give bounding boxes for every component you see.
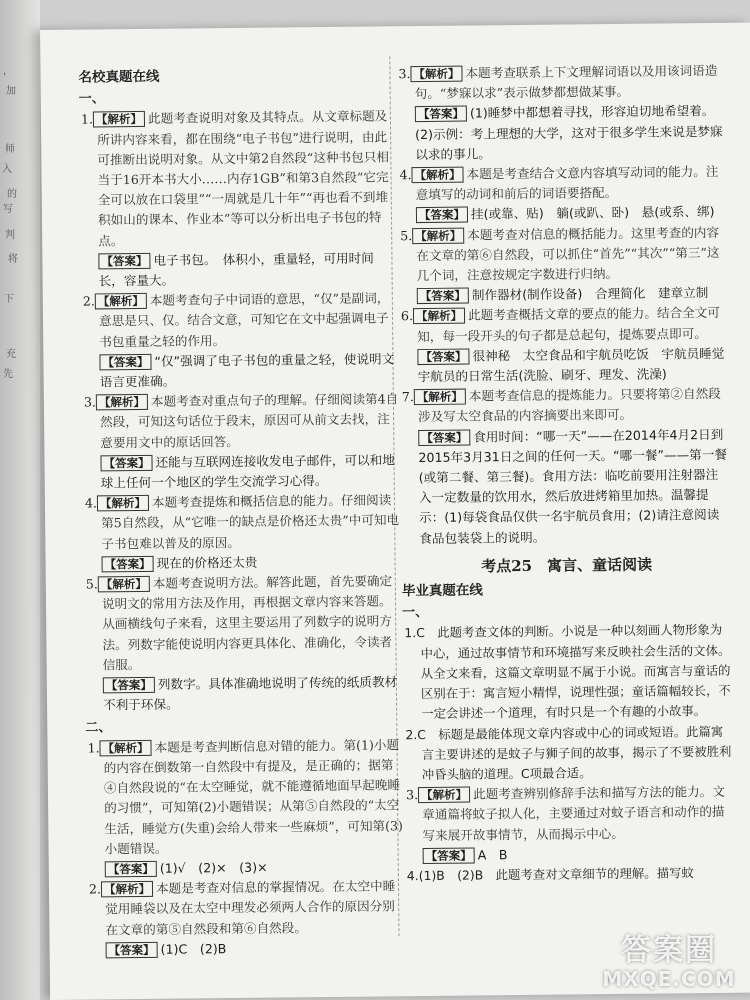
watermark-logo-text: 答案圈 — [621, 933, 717, 968]
answer-tag: 【答案】 — [418, 429, 470, 446]
question-4-analysis: 4. 【解析】 本题是考查结合文意内容填写动词的能力。注意填写的动词和前后的词语要搭配。 — [399, 163, 719, 203]
edge-char: 写 — [3, 204, 13, 215]
question-5-answer: 【答案】 列数字。具体准确地说明了传统的纸质教材不利于环保。 — [102, 674, 398, 713]
analysis-tag: 【解析】 — [411, 167, 463, 184]
answer-tag: 【答案】 — [103, 677, 155, 694]
question-3-analysis: 3. 【解析】 本题考查联系上下文理解词语以及用该词语造句。“梦寐以求”表示做梦都想做某事。 — [398, 62, 718, 102]
fable-question-3-analysis: 3. 【解析】 此题考查辨别修辞手法和描写方法的能力。文章通篇将蚊子拟人化，主要通过对蚊子语言和动作的描写来展开故事情节，从而揭示中心。 — [405, 783, 725, 843]
adjacent-page-edge — [0, 0, 40, 1000]
answer-tag: 【答案】 — [98, 253, 150, 270]
analysis-tag: 【解析】 — [418, 787, 470, 804]
question-4-analysis: 4. 【解析】 本题考查提炼和概括信息的能力。仔细阅读第5自然段，从“它唯一的缺点是价格还太贵”中可知电子书包难以普及的原因。 — [84, 492, 400, 552]
analysis-tag: 【解析】 — [97, 495, 149, 512]
part2-question-1-analysis: 1. 【解析】 本题是考查判断信息对错的能力。第(1)小题的内容在倒数第一自然段中有提及，是正确的；据第④自然段说的“在太空睡觉，就不能遵循地面早起晚睡的习惯”，可知第(2)小题错误；从第⑤自然段的“太空生活，睡觉方(失重)会给人带来一些麻烦”，可知第(3)小题错误。 — [87, 736, 404, 857]
analysis-tag: 【解析】 — [98, 576, 150, 593]
fable-question-3-answer: 【答案】 A B — [405, 842, 735, 866]
fable-question-1: 1.C 此题考查文体的判断。小说是一种以刻画人物形象为中心，通过故事情节和环境描写来反映社会生活的文体。从全文来看，这篇文章明显不属于小说。而寓言与童话的区别在于：寓言短小精悍，说理性强；童话篇幅较长，不一定会讲述一个道理，有时只是一个有趣的小故事。 — [404, 622, 731, 722]
answer-tag: 【答案】 — [106, 942, 158, 959]
left-column — [78, 64, 405, 960]
part-heading: 一、 — [402, 605, 429, 621]
question-1-analysis: 1. 【解析】 此题考查说明对象及其特点。从文章标题及所讲内容来看，都在围绕“电子书包”进行说明，由此可推断出说明对象。从文中第2自然段“这种书包只相当于16开本书大小……内存1GB”和第3自然段“它完全可以放在口袋里”“一周就是几十年”“再也看不到堆积如山的课本、作业本”等可以分析出电子书包的特点。 — [80, 108, 389, 249]
analysis-tag: 【解析】 — [93, 111, 145, 128]
answer-page — [40, 23, 750, 1000]
question-2-analysis: 2. 【解析】 本题考查句子中词语的意思，“仅”是副词，意思是只、仅。结合文意，可知它在文中起强调电子书包重量之轻的作用。 — [82, 290, 390, 350]
question-4-answer: 【答案】 现在的价格还太贵 — [83, 551, 401, 575]
question-6-answer: 【答案】 很神秘 太空食品和宇航员吃饭 宇航员睡觉 宇航员的日常生活(洗脸、刷牙、理发、洗澡) — [417, 345, 737, 385]
topic-title: 考点25 寓言、童话阅读 — [481, 555, 653, 576]
answer-tag: 【答案】 — [99, 354, 151, 371]
edge-char: 加 — [6, 86, 16, 97]
question-5-analysis: 5. 【解析】 本题考查对信息的概括能力。这里考查的内容在文章的第⑥自然段，可以抓住“首先”“其次”“第三”这几个词，注意按规定字数进行归纳。 — [400, 224, 720, 284]
answer-tag: 【答案】 — [102, 556, 154, 573]
watermark-url: MXQE.COM — [602, 967, 736, 991]
edge-char: 入 — [2, 164, 12, 175]
edge-char: 先 — [3, 369, 13, 380]
edge-char: 师 — [5, 144, 15, 155]
part2-question-1-answer: 【答案】 (1)√ (2)× (3)× — [87, 856, 405, 880]
question-2-answer: 【答案】 “仅”强调了电子书包的重量之轻，使说明文语言更准确。 — [99, 351, 395, 390]
question-3-answer: 【答案】 (1)睡梦中都想着寻找，形容迫切地希望着。(2)示例：考上理想的大学，这对于很多学生来说是梦寐以求的事儿。 — [415, 103, 723, 162]
section-title: 名校真题在线 — [78, 68, 160, 86]
analysis-tag: 【解析】 — [414, 389, 466, 406]
answer-tag: 【答案】 — [105, 861, 157, 878]
edge-char: 将 — [8, 254, 18, 265]
question-3-answer: 【答案】 还能与互联网连接收发电子邮件，可以和地球上任何一个地区的学生交流学习心得。 — [100, 452, 395, 491]
edge-char: 的 — [7, 189, 17, 200]
edge-char: 充 — [6, 349, 16, 360]
part2-question-2-analysis: 2. 【解析】 本题是考查对信息的掌握情况。在太空中睡觉用睡袋以及在太空中理发必须两人合作的原因分别在文章的第⑤自然段和第⑥自然段。 — [88, 878, 396, 937]
site-watermark — [594, 934, 744, 996]
question-1-answer: 【答案】 电子书包。 体积小，重量轻，可用时间长，容量大。 — [98, 250, 374, 289]
analysis-tag: 【解析】 — [101, 881, 153, 898]
analysis-tag: 【解析】 — [413, 308, 465, 325]
edge-char: 判 — [5, 230, 15, 241]
answer-tag: 【答案】 — [417, 288, 469, 305]
analysis-tag: 【解析】 — [95, 293, 147, 310]
analysis-tag: 【解析】 — [410, 66, 462, 83]
question-5-answer: 【答案】 制作器材(制作设备) 合理简化 建章立制 — [399, 283, 729, 307]
fable-question-2: 2.C 标题是最能体现文章内容或中心的词或短语。此篇寓言主要讲述的是蚊子与狮子间的故事，揭示了不要被胜利冲昏头脑的道理。C项最合适。 — [405, 723, 732, 782]
edge-char: 下 — [4, 294, 14, 305]
question-3-analysis: 3. 【解析】 本题考查对重点句子的理解。仔细阅读第4自然段，可知这句话位于段末，原因可从前文去找，注意要用文中的原话回答。 — [83, 391, 399, 451]
edge-char: ， — [3, 66, 13, 77]
right-column — [396, 61, 735, 887]
question-6-analysis: 6. 【解析】 此题考查概括文章的要点的能力。结合全文可知，每一段开头的句子都是总起句，提炼要点即可。 — [400, 305, 720, 344]
question-5-analysis: 5. 【解析】 本题考查说明方法。解答此题，首先要确定说明文的常用方法及作用，再根据文章内容来答题。从画横线句子来看，这里主要运用了列数字的说明方法。列数字能使说明内容更具体化、准确化，令读者信服。 — [85, 573, 393, 673]
answer-tag: 【答案】 — [417, 348, 469, 365]
section-title: 毕业真题在线 — [401, 582, 483, 600]
part-heading: 一、 — [78, 91, 105, 107]
analysis-tag: 【解析】 — [412, 227, 464, 244]
question-7-answer: 【答案】 食用时间：“哪一天”——在2014年4月2日到2015年3月31日之间的任何一天。“哪一餐”——第一餐(或第二餐、第三餐)。食用方法：临吃前要用注射器注入一定数量的饮用水，然后放进烤箱里加热。温馨提示：(1)每袋食品仅供一名宇航员食用；(2)请注意阅读食品包装袋上的说明。 — [418, 426, 727, 546]
part2-question-2-answer: 【答案】 (1)C (2)B — [88, 937, 406, 961]
answer-tag: 【答案】 — [423, 847, 475, 864]
analysis-tag: 【解析】 — [96, 394, 148, 411]
answer-tag: 【答案】 — [100, 455, 152, 472]
question-4-answer: 【答案】 挂(或靠、贴) 躺(或趴、卧) 悬(或系、绑) — [398, 202, 728, 226]
question-7-analysis: 7. 【解析】 本题考查信息的提炼能力。只要将第②自然段涉及写太空食品的内容摘要出来即可。 — [401, 386, 721, 425]
part-heading: 二、 — [85, 719, 112, 736]
fable-question-4: 4.(1)B (2)B 此题考查对文章细节的理解。描写蚊 — [406, 865, 694, 884]
analysis-tag: 【解析】 — [99, 740, 151, 757]
answer-tag: 【答案】 — [416, 207, 468, 224]
answer-tag: 【答案】 — [415, 106, 467, 123]
